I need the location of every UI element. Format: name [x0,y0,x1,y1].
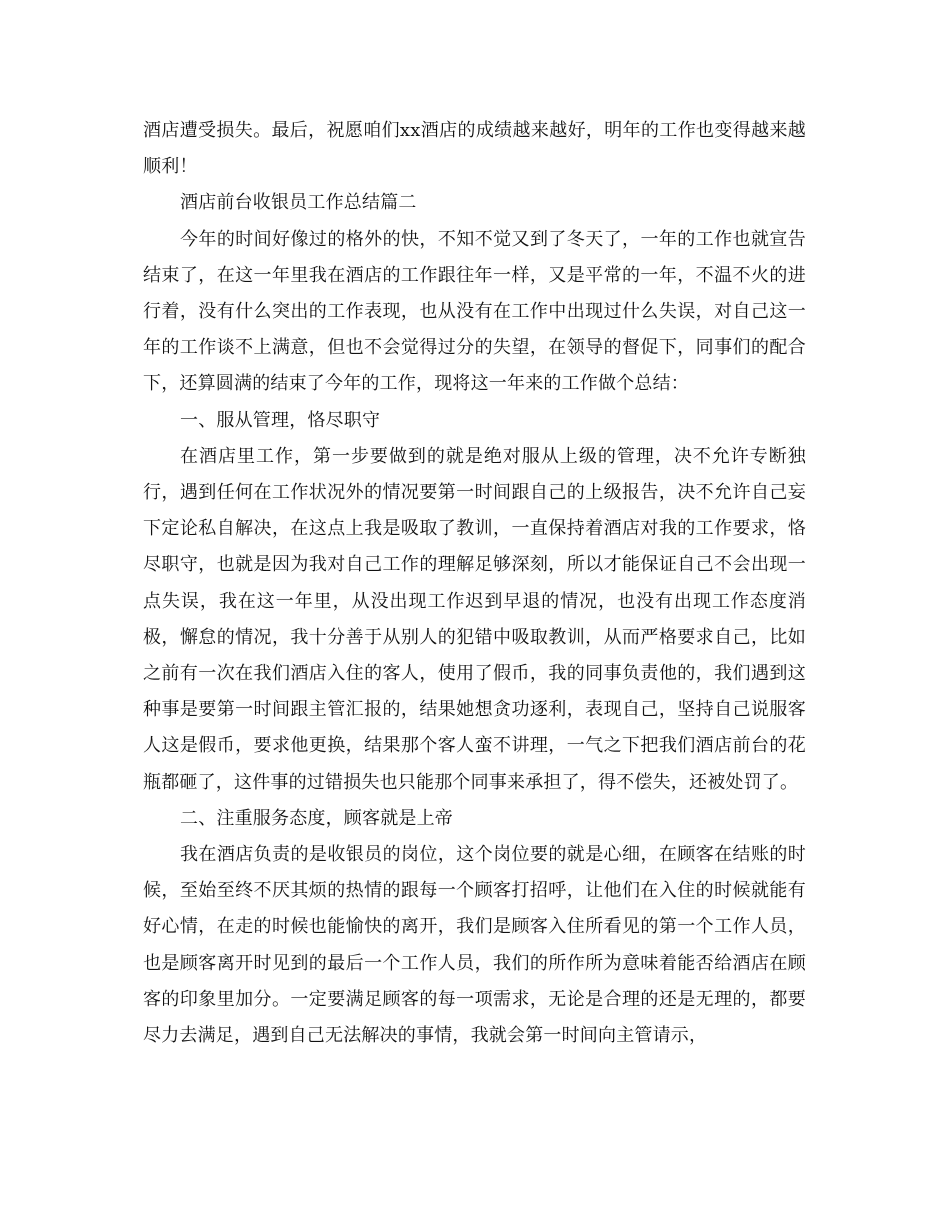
paragraph-section-2: 我在酒店负责的是收银员的岗位，这个岗位要的就是心细，在顾客在结账的时候，至始至终不厌其烦的热情的跟每一个顾客打招呼，让他们在入住的时候就能有好心情，在走的时候也能愉快的离开，我们是顾客入住所看见的第一个工作人员，也是顾客离开时见到的最后一个工作人员，我们的所作所为意味着能否给酒店在顾客的印象里加分。一定要满足顾客的每一项需求，无论是合理的还是无理的，都要尽力去满足，遇到自己无法解决的事情，我就会第一时间向主管请示， [143,844,806,1047]
section-title: 酒店前台收银员工作总结篇二 [180,192,417,214]
paragraph-section-1: 在酒店里工作，第一步要做到的就是绝对服从上级的管理，决不允许专断独行，遇到任何在工作状况外的情况要第一时间跟自己的上级报告，决不允许自己妄下定论私自解决，在这点上我是吸取了教训，一直保持着酒店对我的工作要求，恪尽职守，也就是因为我对自己工作的理解足够深刻，所以才能保证自己不会出现一点失误，我在这一年里，从没出现工作迟到早退的情况，也没有出现工作态度消极，懈怠的情况，我十分善于从别人的犯错中吸取教训，从而严格要求自己，比如之前有一次在我们酒店入住的客人，使用了假币，我的同事负责他的，我们遇到这种事是要第一时间跟主管汇报的，结果她想贪功逐利，表现自己，坚持自己说服客人这是假币，要求他更换，结果那个客人蛮不讲理，一气之下把我们酒店前台的花瓶都砸了，这件事的过错损失也只能那个同事来承担了，得不偿失，还被处罚了。 [143,445,806,793]
paragraph-closing: 酒店遭受损失。最后，祝愿咱们xx酒店的成绩越来越好，明年的工作也变得越来越顺利！ [143,120,806,178]
paragraph-intro: 今年的时间好像过的格外的快，不知不觉又到了冬天了，一年的工作也就宣告结束了，在这一年里我在酒店的工作跟往年一样，又是平常的一年，不温不火的进行着，没有什么突出的工作表现，也从没有在工作中出现过什么失误，对自己这一年的工作谈不上满意，但也不会觉得过分的失望，在领导的督促下，同事们的配合下，还算圆满的结束了今年的工作，现将这一年来的工作做个总结： [143,228,806,395]
section-heading-1: 一、服从管理，恪尽职守 [180,409,381,431]
document-body [143,113,806,1054]
section-heading-2: 二、注重服务态度，顾客就是上帝 [180,807,453,829]
